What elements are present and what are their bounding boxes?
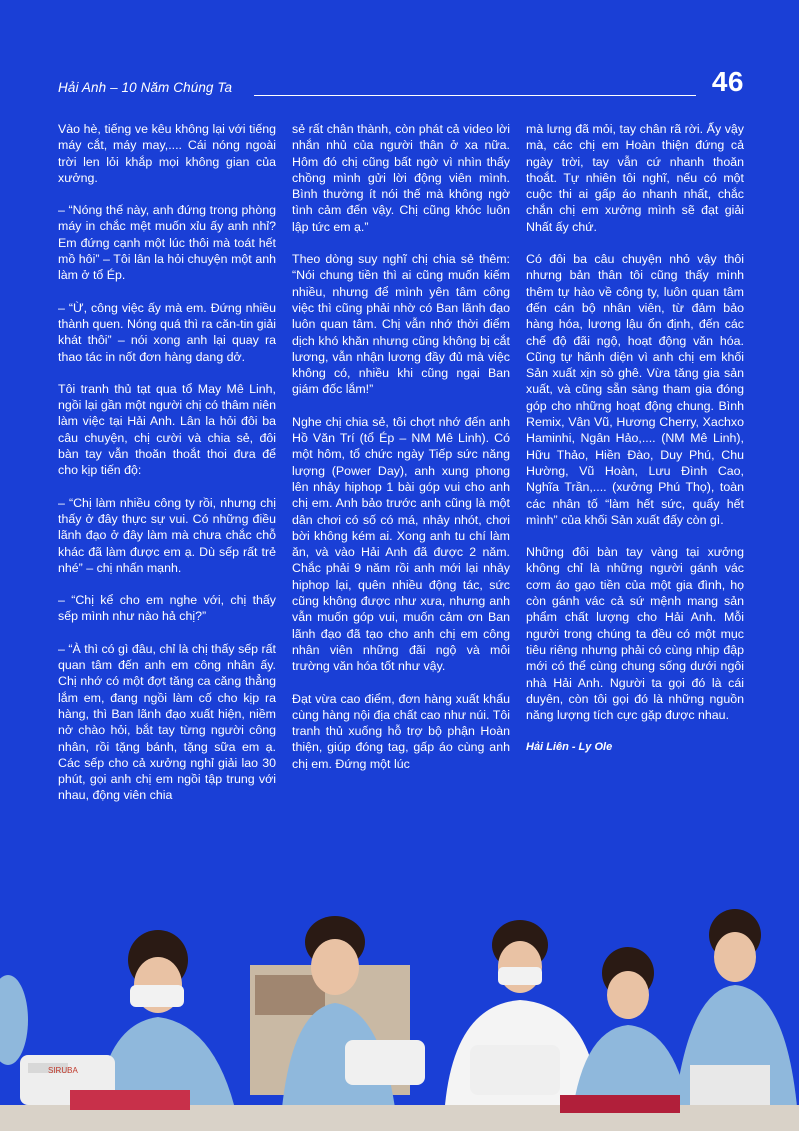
paragraph: Theo dòng suy nghĩ chị chia sẻ thêm: “Nói chung tiền thì ai cũng muốn kiếm nhiều, nhưng để mình yên tâm công việc thì cũng phải nhờ có Ban lãnh đạo luôn quan tâm. Chị vẫn nhớ thời điểm dịch khó khăn nhưng cũng không bị cắt lương, vẫn nhận lương đầy đủ mà việc không có, nhiều khi cũng ngại Ban giám đốc lắm!” [292,252,510,397]
article-body [58,121,744,891]
machine-brand-label: SIRUBA [48,1066,78,1075]
paragraph: – “Chị kể cho em nghe với, chị thấy sếp mình như nào hả chị?” [58,593,276,624]
paragraph: – “À thì có gì đâu, chỉ là chị thấy sếp rất quan tâm đến anh em công nhân ấy. Chị nhớ có một đợt tăng ca căng thẳng lắm em, đang ngồi làm cố cho kịp ra hàng, thì Ban lãnh đạo xuất hiện, niềm nở chào hỏi, bắt tay từng người công nhân, rồi tặng bánh, tặng sữa em ạ. Các sếp cho cả xưởng nghỉ giải lao 30 phút, gọi anh chị em ngồi tập trung với nhau, động viên chia [58,641,276,803]
header-divider [254,95,696,96]
paragraph: Nghe chị chia sẻ, tôi chợt nhớ đến anh Hồ Văn Trí (tổ Ép – NM Mê Linh). Có một hôm, tổ chức ngày Tiếp sức năng lượng (Power Day), anh xung phong lên nhảy hiphop 1 bài góp vui cho anh chị em. Anh bảo trước anh cũng là một dân chơi có số có má, nhảy nhót, chơi bời không kém ai. Xong anh tu chí làm ăn, và vào Hải Anh đã được 2 năm. Chắc phải 9 năm rồi anh mới lại nhảy hiphop lại, quên nhiều động tác, sức cũng không được như xưa, nhưng anh vẫn muốn góp vui, muốn cảm ơn Ban lãnh đạo đã tạo cho anh chị em công nhân viên những đãi ngộ và môi trường văn hóa tốt như vậy. [292,414,510,674]
paragraph: Những đôi bàn tay vàng tại xưởng không chỉ là những người gánh vác cơm áo gạo tiền của một gia đình, họ còn gánh vác cả sứ mệnh mang sản phẩm chất lượng cho Hải Anh. Mỗi người trong chúng ta đều có một mục tiêu riêng nhưng phải có cùng nhịp đập mới có thể cùng chung sống dưới ngôi nhà Hải Anh. Người ta gọi đó là cái duyên, còn tôi gọi đó là những nguồn năng lượng tích cực gặp được nhau. [526,545,744,723]
page-header [58,68,744,102]
photo-illustration [0,905,799,1131]
column-2 [292,121,510,788]
paragraph: – “Chị làm nhiều công ty rồi, nhưng chị thấy ở đây thực sự vui. Có những điều lãnh đạo ở đây làm mà chưa chắc chỗ khác đã làm được em ạ. Dù sếp rất trẻ nhé” – chị nhấn mạnh. [58,495,276,575]
paragraph: – “Ừ, công việc ấy mà em. Đứng nhiều thành quen. Nóng quá thì ra căn-tin giải khát thôi” – nói xong anh lại quay ra thao tác in nốt đơn hàng dang dở. [58,300,276,364]
paragraph: Tôi tranh thủ tạt qua tổ May Mê Linh, ngồi lại gần một người chị có thâm niên làm việc tại Hải Anh. Lân la hỏi đôi ba câu chuyện, chị cười và chia sẻ, đôi bàn tay vẫn thoăn thoắt thoi đưa để cho kịp tiến độ: [58,381,276,478]
paragraph: Đạt vừa cao điểm, đơn hàng xuất khẩu cùng hàng nội địa chất cao như núi. Tôi tranh thủ xuống hỗ trợ bộ phận Hoàn thiện, giúp đóng tag, gấp áo cùng anh chị em. Đứng một lúc [292,691,510,771]
page-number: 46 [711,66,744,97]
paragraph: Vào hè, tiếng ve kêu không lại với tiếng máy cắt, máy may,.... Cái nóng ngoài trời len lỏi khắp mọi không gian của xưởng. [58,122,276,185]
paragraph: mà lưng đã mỏi, tay chân rã rời. Ấy vậy mà, các chị em Hoàn thiện đứng cả ngày trời, tay vẫn cứ nhanh thoăn thoắt. Tự nhiên tôi nghĩ, nếu có một cuộc thi ai gấp áo nhanh nhất, chắc chắn chị em xưởng mình sẽ đạt giải Nhất ấy chứ. [526,122,744,234]
workers-sewing-photo [0,905,799,1131]
column-3 [526,121,744,756]
author-signature: Hải Liên - Ly Ole [526,741,613,754]
running-header-title: Hải Anh – 10 Năm Chúng Ta [58,80,233,95]
column-1 [58,121,276,820]
paragraph: sẻ rất chân thành, còn phát cả video lời nhắn nhủ của người thân ở xa nữa. Hôm đó chị cũng bất ngờ vì nhìn thấy chồng mình gửi lời động viên mình. Bình thường ít nói thế mà không ngờ tình cảm đến vậy. Chị cũng khóc luôn lập tức em ạ.” [292,122,510,234]
paragraph: Có đôi ba câu chuyện nhỏ vậy thôi nhưng bản thân tôi cũng thấy mình thêm tự hào về công ty, luôn quan tâm đến cán bộ nhân viên, từ đảm bảo hàng hóa, lương lậu ổn định, đến các chế độ đãi ngộ, hoạt động văn hóa. Cũng tự hãnh diện vì anh chị em khối Sản xuất xịn sò ghê. Vừa tăng gia sản xuất, và cũng sẵn sàng tham gia đóng góp cho những hoạt động chung. Bình Remix, Vân Vũ, Hương Cherry, Xachxo Haminhi, Ngân Hảo,.... (NM Mê Linh), Hữu Thảo, Hiền Đào, Duy Phú, Chu Hường, Vũ Hoàn, Lưu Đình Cao, Nghĩa Trần,.... (xưởng Phú Thọ), toàn các nhân tố “làm hết sức, quẩy hết mình” của khối Sản xuất đấy còn gì. [526,252,744,527]
paragraph: – “Nóng thế này, anh đứng trong phòng máy in chắc mệt muốn xỉu ấy anh nhỉ? Em đứng cạnh một lúc thôi mà toát hết mồ hôi” – Tôi lân la hỏi chuyện một anh làm ở tổ Ép. [58,203,276,283]
